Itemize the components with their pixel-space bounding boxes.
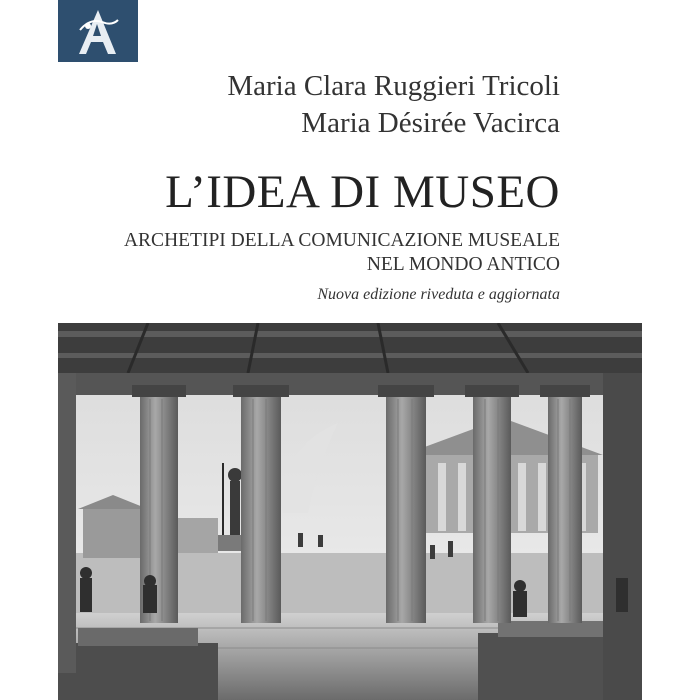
edition-note: Nuova edizione riveduta e aggiornata <box>317 286 560 303</box>
book-subtitle <box>124 229 560 277</box>
subtitle-line: ARCHETIPI DELLA COMUNICAZIONE MUSEALE <box>123 230 560 251</box>
book-title: L’IDEA DI MUSEO <box>165 166 560 218</box>
cover-illustration <box>58 323 642 700</box>
subtitle-line: NEL MONDO ANTICO <box>366 254 560 275</box>
author-name: Maria Désirée Vacirca <box>301 107 560 139</box>
author-list <box>227 68 560 142</box>
publisher-logo-icon <box>58 0 138 62</box>
author-name: Maria Clara Ruggieri Tricoli <box>227 70 560 102</box>
